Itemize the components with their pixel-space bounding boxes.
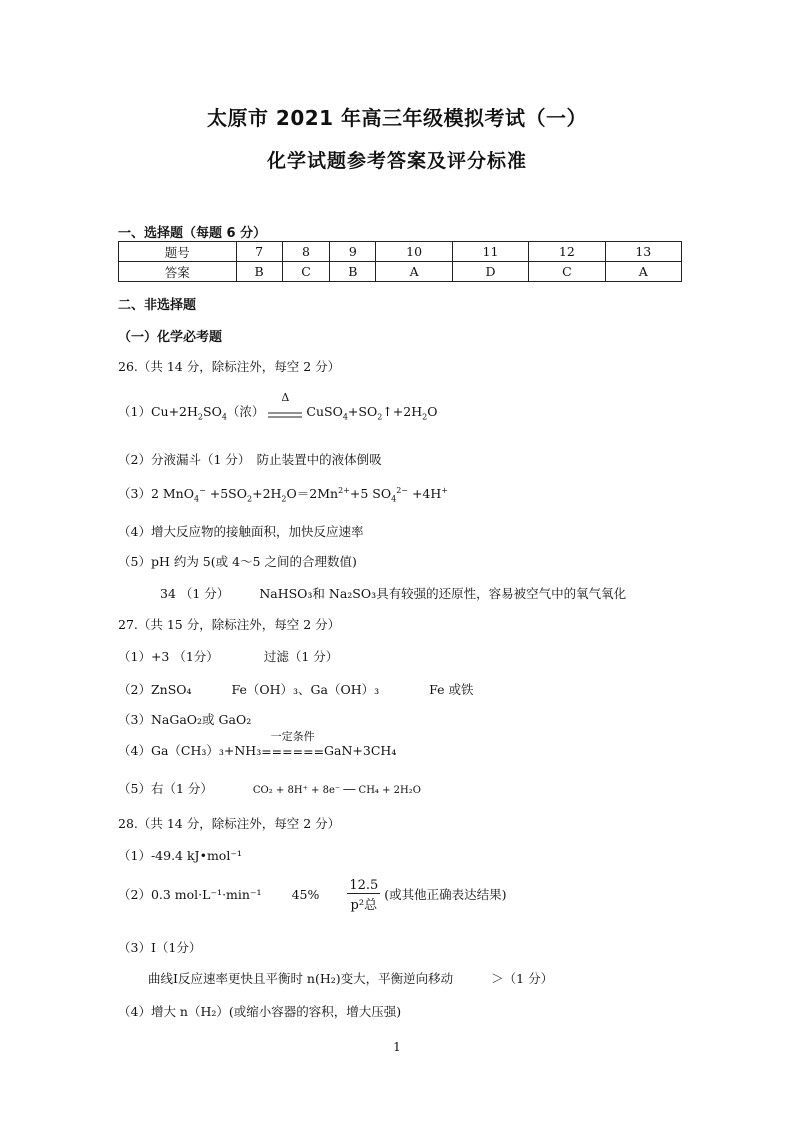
q26-answer-2: （2）分液漏斗（1 分） 防止装置中的液体倒吸 — [118, 452, 382, 467]
score-text: 34 （1 分） — [160, 586, 230, 601]
q26-answer-5: （5）pH 约为 5(或 4～5 之间的合理数值) — [118, 554, 357, 569]
table-cell: C — [529, 262, 605, 282]
table-cell: D — [452, 262, 528, 282]
section2-subheading: （一）化学必考题 — [118, 330, 223, 345]
q28-answer-4: （4）增大 n（H₂）(或缩小容器的容积，增大压强) — [118, 1004, 402, 1019]
fraction-denominator: p²总 — [350, 898, 378, 913]
item-label: （1） — [118, 404, 151, 419]
condition-label: 一定条件 — [270, 730, 315, 743]
answer-text: 45% — [291, 887, 320, 902]
table-cell: 13 — [605, 242, 681, 262]
answer-text: （5）右（1 分） — [118, 781, 213, 796]
section2-heading: 二、非选择题 — [118, 298, 197, 313]
table-cell: A — [605, 262, 681, 282]
answer-text: （2）0.3 mol·L⁻¹·min⁻¹ — [118, 887, 262, 902]
q27-answer-5 — [118, 779, 421, 797]
answer-table — [118, 241, 682, 282]
answer-text: （2）ZnSO₄ — [118, 682, 192, 697]
table-cell: A — [376, 262, 452, 282]
table-cell: C — [282, 262, 330, 282]
section1-heading: 一、选择题（每题 6 分） — [118, 226, 267, 241]
q27-header: 27.（共 15 分，除标注外，每空 2 分） — [118, 617, 341, 632]
q28-answer-3b — [148, 969, 553, 987]
q26-header: 26.（共 14 分，除标注外，每空 2 分） — [118, 359, 341, 374]
equation-condition: （浓） — [226, 404, 265, 419]
q26-answer-5b — [160, 584, 626, 602]
explanation-text: NaHSO₃和 Na₂SO₃具有较强的还原性，容易被空气中的氧气氧化 — [259, 586, 627, 601]
q28-answer-2 — [118, 878, 507, 913]
equation-right: CuSO — [306, 404, 343, 419]
q26-answer-4: （4）增大反应物的接触面积，加快反应速率 — [118, 524, 364, 539]
item-label: （3） — [118, 486, 151, 501]
answer-text: 过滤（1 分） — [263, 649, 339, 664]
answer-text: （1）+3 （1分） — [118, 649, 219, 664]
reaction-arrow — [268, 390, 302, 422]
equation-right: GaN+3CH₄ — [324, 743, 397, 758]
table-cell: 9 — [330, 242, 376, 262]
score-text: ＞（1 分） — [491, 971, 554, 986]
table-cell: 11 — [452, 242, 528, 262]
table-row-answers — [119, 262, 682, 282]
answer-text: Fe（OH）₃、Ga（OH）₃ — [231, 682, 380, 697]
q26-answer-3: （3）2 $MnO_4^- +5SO_2+2H_2O=2Mn^{2+}+5$ $SO_4^{2-} +4H^+$ — [118, 485, 448, 504]
table-cell: 12 — [529, 242, 605, 262]
q27-answer-1 — [118, 647, 338, 665]
q27-answer-4 — [118, 730, 397, 759]
table-cell: B — [330, 262, 376, 282]
fraction-numerator: 12.5 — [349, 878, 379, 893]
equation-left: （4）Ga（CH₃）₃+NH₃ — [118, 743, 262, 758]
row-label-q: 题号 — [119, 242, 237, 262]
q28-answer-1: （1）-49.4 kJ•mol⁻¹ — [118, 848, 242, 863]
fraction — [347, 878, 380, 913]
table-cell: B — [236, 262, 282, 282]
table-cell: 7 — [236, 242, 282, 262]
q28-header: 28.（共 14 分，除标注外，每空 2 分） — [118, 816, 341, 831]
q26-answer-1: $(1)Cu+2H_2SO_4$（浓） Δ $CuSO_4+SO_2↑+2H_2O$ — [118, 390, 438, 422]
note-text: (或其他正确表达结果) — [384, 887, 507, 902]
row-label-a: 答案 — [119, 262, 237, 282]
page-subtitle: 化学试题参考答案及评分标准 — [266, 150, 527, 172]
table-cell: 10 — [376, 242, 452, 262]
reaction-arrow: 一定条件 ====== — [261, 730, 325, 759]
q27-answer-2 — [118, 680, 474, 698]
explanation-text: 曲线Ⅰ反应速率更快且平衡时 n(H₂)变大，平衡逆向移动 — [148, 971, 454, 986]
equation-left: Cu+2H — [150, 404, 198, 419]
heat-symbol: Δ — [281, 390, 290, 404]
electrode-equation: CO₂ + 8H⁺ + 8e⁻ ── CH₄ + 2H₂O — [252, 785, 421, 796]
answer-text: Fe 或铁 — [429, 682, 474, 697]
page-title: 太原市 2021 年高三年级模拟考试（一） — [206, 106, 588, 130]
table-row-questions — [119, 242, 682, 262]
page-number: 1 — [393, 1040, 401, 1054]
q27-answer-3: （3）NaGaO₂或 GaO₂ — [118, 712, 252, 727]
table-cell: 8 — [282, 242, 330, 262]
q28-answer-3: （3）Ⅰ（1分） — [118, 940, 202, 955]
double-line-icon — [268, 411, 302, 419]
